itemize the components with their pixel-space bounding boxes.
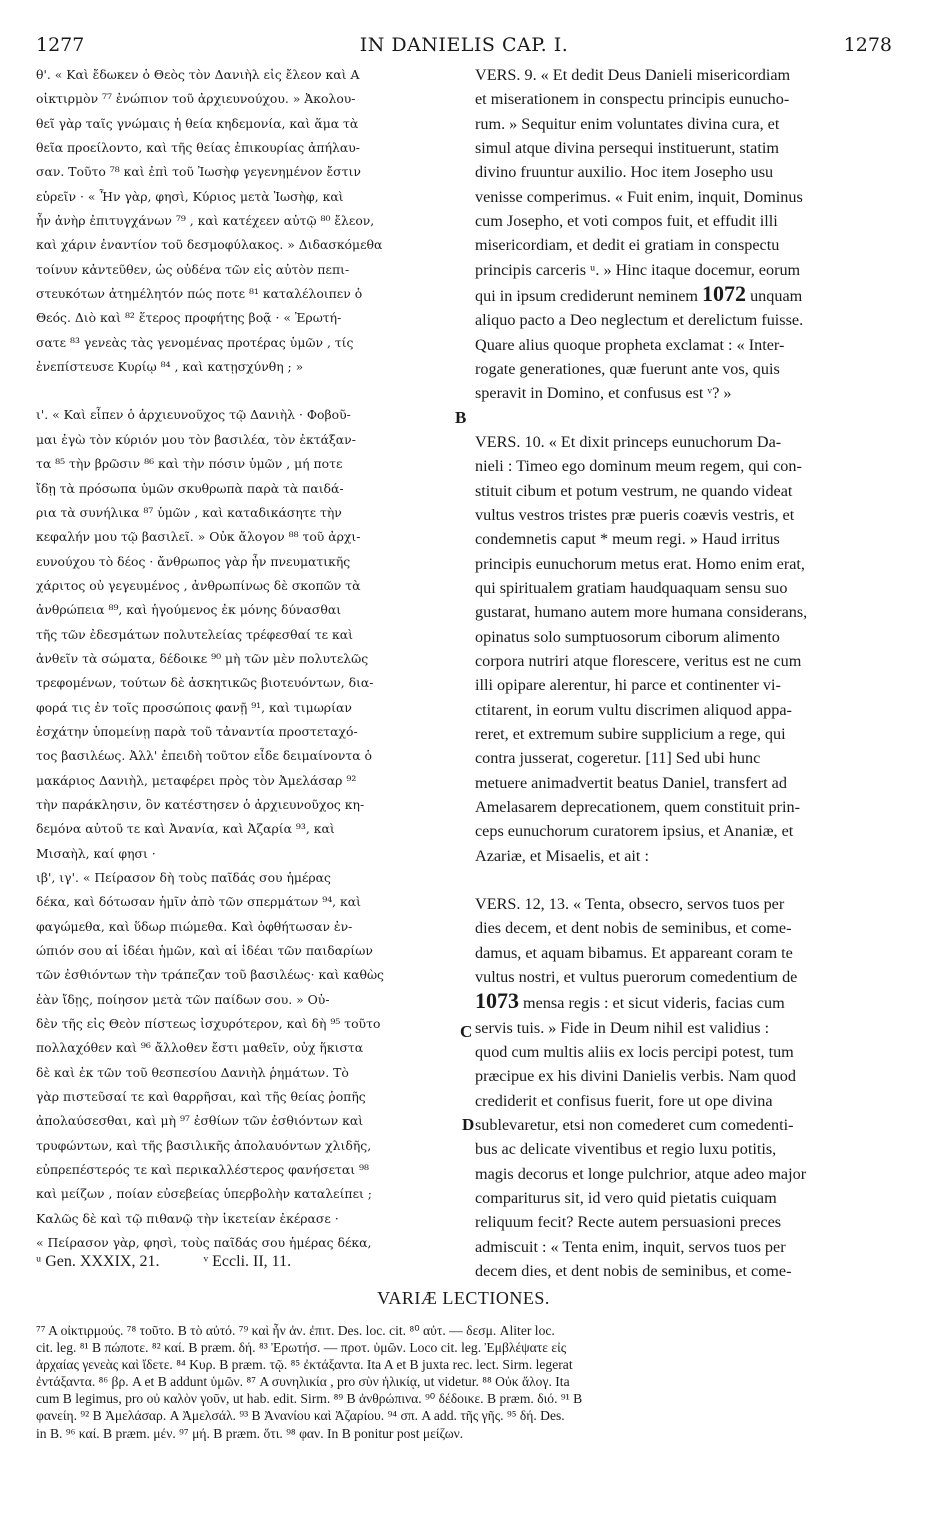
page-header: [36, 34, 892, 60]
page-number-right: 1278: [843, 34, 892, 56]
greek-paragraph-vers-12-13: ιβ', ιγ'. « Πείρασον δὴ τοὺς παῖδάς σου ἡμέρας δέκα, καὶ δότωσαν ἡμῖν ἀπὸ τῶν σπερμάτων ⁹⁴, καὶ φαγώμεθα, καὶ ὕδωρ πιώμεθα. Καὶ ὀφθήτωσαν ἐν- ώπιόν σου αἱ ἰδέαι ἡμῶν, καὶ αἱ ἰδέαι τῶν παιδαρίων τῶν ἐσθιόντων τὴν τράπεζαν τοῦ βασιλέως· καὶ καθὼς ἐὰν ἴδῃς, ποίησον μετὰ τῶν παίδων σου. » Οὐ- δὲν τῆς εἰς Θεὸν πίστεως ἰσχυρότερον, καὶ δὴ ⁹⁵ τοῦτο πολλαχόθεν καὶ ⁹⁶ ἄλλοθεν ἔστι μαθεῖν, οὐχ ἥκιστα δὲ καὶ ἐκ τῶν τοῦ θεσπεσίου Δανιὴλ ῥημάτων. Τὸ γὰρ πιστεῦσαί τε καὶ θαρρῆσαι, καὶ τῆς θείας ῥοπῆς ἀπολαύσεσθαι, καὶ μὴ ⁹⁷ ἐσθίων τῶν ἐσθιόντων καὶ τρυφώντων, καὶ τῆς βασιλικῆς ἀπολαυόντων χλιδῆς, εὐπρεπέστερός τε καὶ περικαλλέστερος φανήσεται ⁹⁸ καὶ μείζων , ποίαν εὐσεβείας ὑπερβολὴν καταλείπει ; Καλῶς δὲ καὶ τῷ πιθανῷ τὴν ἱκετείαν ἐκέρασε · « Πείρασον γὰρ, φησὶ, τοὺς παῖδάς σου ἡμέρας δέκα,: [36, 870, 384, 1251]
margin-letter-b: B: [455, 408, 467, 427]
footnote-u: ᵘ Gen. XXXIX, 21.: [36, 1253, 160, 1270]
latin-paragraph-vers-10: VERS. 10. « Et dixit princeps eunuchorum Da- nieli : Timeo ego dominum meum regem, qui con- stituit cibum et potum vestrum, ne quando videat vultus vestros tristes præ pueris coævis vestris, et condemnetis caput * meum regi. » Haud irritus principis eunuchorum metus erat. Homo enim erat, qui spiritualem gratiam haudquaquam sensu suo gustarat, humano autem more humana considerans, opinatus solo sumptuosorum ciborum alimento corpora nutriri atque florescere, veritus est ne cum illi opipare alerentur, hi parce et continenter vi- ctitarent, in eorum vultu discrimen aliquod appa- reret, et extremum subire supplicium a rege, qui contra jusserat, cogeretur. [11] Sed ubi hunc metuere animadvertit beatus Daniel, transfert ad Amelasarem deprecationem, quem constituit prin- ceps eunuchorum curatorem ipsius, et Ananiæ, et Azariæ, et Misaelis, et ait :: [475, 432, 808, 865]
latin-p1-text: VERS. 9. « Et dedit Deus Danieli misericordiam et miserationem in conspectu principis eunucho- rum. » Sequitur enim voluntates divina cura, et simul atque divina persequi instituerunt, statim divino fruuntur auxilio. Hoc item Josepho usu venisse comperimus. « Fuit enim, inquit, Dominus cum Josepho, et voti compos fuit, et effudit illi misericordiam, et dedit ei gratiam in conspectu principis carceris ᵘ. » Hinc itaque docemur, eorum qui in ipsum crediderunt neminem: [475, 66, 803, 306]
latin-p1b-text: unquam aliquo pacto a Deo neglectum et derelictum fuisse. Quare alius quoque propheta exclamat : « Inter- rogate generationes, quæ fuerunt ante vos, quis speravit in Domino, et confusus est ᵛ? »: [475, 287, 804, 403]
greek-column: [36, 63, 460, 1256]
greek-paragraph-vers-9: θ'. « Καὶ ἔδωκεν ὁ Θεὸς τὸν Δανιὴλ εἰς ἔλεον καὶ Α οἰκτιρμὸν ⁷⁷ ἐνώπιον τοῦ ἀρχιευνούχου. » Ἀκολου- θεῖ γὰρ ταῖς γνώμαις ἡ θεία κηδεμονία, καὶ ἅμα τὰ θεῖα προείλοντο, καὶ τῆς θείας ἐπικουρίας ἀπήλαυ- σαν. Τοῦτο ⁷⁸ καὶ ἐπὶ τοῦ Ἰωσὴφ γεγενημένον ἔστιν εὑρεῖν · « Ἦν γὰρ, φησὶ, Κύριος μετὰ Ἰωσὴφ, καὶ ἦν ἀνὴρ ἐπιτυγχάνων ⁷⁹ , καὶ κατέχεεν αὐτῷ ⁸⁰ ἔλεον, καὶ χάριν ἐναντίον τοῦ δεσμοφύλακος. » Διδασκόμεθα τοίνυν κἀντεῦθεν, ὡς οὐδένα τῶν εἰς αὐτὸν πεπι- στευκότων ἀτημέλητόν πώς ποτε ⁸¹ καταλέλοιπεν ὁ Θεός. Διὸ καὶ ⁸² ἕτερος προφήτης βοᾷ · « Ἐρωτή- σατε ⁸³ γενεὰς τὰς γενομένας προτέρας ὑμῶν , τίς ἐνεπίστευσε Κυρίῳ ⁸⁴ , καὶ κατῃσχύνθη ; »: [36, 67, 383, 375]
latin-p3b-text: mensa regis : et sicut videris, facias cum servis tuis. » Fide in Deum nihil est validius : quod cum multis aliis ex locis percipi potest, tum præcipue ex his divini Danielis verbis. Nam quod crediderit et confisus fuerit, fore ut ope divina sublevaretur, etsi non comederet cum comedenti- bus ac delicate viventibus et regio luxu potitis, magis decorus et longe pulchrior, atque adeo major compariturus sit, id vero quid pietatis cuiquam reliquum fecit? Recte autem persuasioni preces admiscuit : « Tenta enim, inquit, servos tuos per decem dies, et dent nobis de seminibus, et come-: [475, 994, 807, 1281]
page-number-left: 1277: [36, 34, 85, 56]
greek-paragraph-vers-10: ι'. « Καὶ εἶπεν ὁ ἀρχιευνοῦχος τῷ Δανιὴλ · Φοβοῦ- μαι ἐγὼ τὸν κύριόν μου τὸν βασιλέα, τὸν ἐκτάξαν- τα ⁸⁵ τὴν βρῶσιν ⁸⁶ καὶ τὴν πόσιν ὑμῶν , μή ποτε ἴδῃ τὰ πρόσωπα ὑμῶν σκυθρωπὰ παρὰ τὰ παιδά- ρια τὰ συνήλικα ⁸⁷ ὑμῶν , καὶ καταδικάσητε τὴν κεφαλήν μου τῷ βασιλεῖ. » Οὐκ ἄλογον ⁸⁸ τοῦ ἀρχι- ευνούχου τὸ δέος · ἄνθρωπος γὰρ ἦν πνευματικῆς χάριτος οὐ γεγευμένος , ἀνθρωπίνως δὲ σκοπῶν τὰ ἀνθρώπεια ⁸⁹, καὶ ἡγούμενος ἐκ μόνης δύνασθαι τῆς τῶν ἐδεσμάτων πολυτελείας τρέφεσθαί τε καὶ ἀνθεῖν τὰ σώματα, δέδοικε ⁹⁰ μὴ τῶν μὲν πολυτελῶς τρεφομένων, τούτων δὲ ἀσκητικῶς βιοτευόντων, δια- φορά τις ἐν τοῖς προσώποις φανῇ ⁹¹, καὶ τιμωρίαν ἐσχάτην ὑπομείνῃ παρὰ τοῦ τἀναντία προστεταχό- τος βασιλέως. Ἀλλ' ἐπειδὴ τοῦτον εἶδε δειμαίνοντα ὁ μακάριος Δανιὴλ, μεταφέρει πρὸς τὸν Ἀμελάσαρ ⁹² τὴν παράκλησιν, ὃν κατέστησεν ὁ ἀρχιευνοῦχος κη- δεμόνα αὐτοῦ τε καὶ Ἀνανία, καὶ Ἀζαρία ⁹³, καὶ Μισαὴλ, καί φησι ·: [36, 407, 374, 861]
latin-paragraph-vers-9: [475, 63, 893, 406]
latin-p3a-text: VERS. 12, 13. « Tenta, obsecro, servos tuos per dies decem, et dent nobis de seminibus, et come- damus, et aquam bibamus. Et appareant coram te vultus nostri, et vultus puerorum comedentium de: [475, 895, 798, 987]
column-number-1072: 1072: [702, 281, 747, 307]
latin-column: [475, 63, 893, 1284]
footnote-v: ᵛ Eccli. II, 11.: [203, 1253, 292, 1270]
margin-letter-c: C: [460, 1022, 473, 1041]
variae-lectiones-text: ⁷⁷ A οἰκτιρμούς. ⁷⁸ τοῦτο. B τὸ αὐτό. ⁷⁹ καὶ ἦν ἀν. ἐπιτ. Des. loc. cit. ⁸⁰ αὐτ. — δεσμ. Aliter loc. cit. leg. ⁸¹ B πώποτε. ⁸² καί. B præm. δή. ⁸³ Ἐρωτήσ. — προτ. ὑμῶν. Loco cit. leg. Ἐμβλέψατε εἰς ἀρχαίας γενεὰς καὶ ἴδετε. ⁸⁴ Κυρ. B præm. τῷ. ⁸⁵ ἐκτάξαντα. Ita A et B juxta rec. lect. Sirm. legerat ἐντάξαντα. ⁸⁶ βρ. A et B addunt ὑμῶν. ⁸⁷ A συνηλικία , pro σὺν ἡλικίᾳ, ut videtur. ⁸⁸ Οὐκ ἄλογ. Ita cum B legimus, pro οὐ καλὸν γοῦν, ut hab. edit. Sirm. ⁸⁹ B ἀνθρώπινα. ⁹⁰ δέδοικε. B præm. διό. ⁹¹ B φανείη. ⁹² B Ἀμελάσαρ. A Ἀμελσάλ. ⁹³ B Ἀνανίου καὶ Ἀζαρίου. ⁹⁴ σπ. A add. τῆς γῆς. ⁹⁵ δή. Des. in B. ⁹⁶ καί. B præm. μέν. ⁹⁷ μή. B præm. ὅτι. ⁹⁸ φαν. In B ponitur post μείζων.: [36, 1323, 583, 1441]
latin-paragraph-vers-12-13: [475, 892, 893, 1284]
column-number-1073: 1073: [475, 988, 519, 1014]
footnotes: [36, 1253, 331, 1271]
variae-lectiones-title: VARIÆ LECTIONES.: [377, 1288, 550, 1308]
margin-letter-d: D: [462, 1115, 475, 1134]
running-head: IN DANIELIS CAP. I.: [359, 34, 569, 56]
